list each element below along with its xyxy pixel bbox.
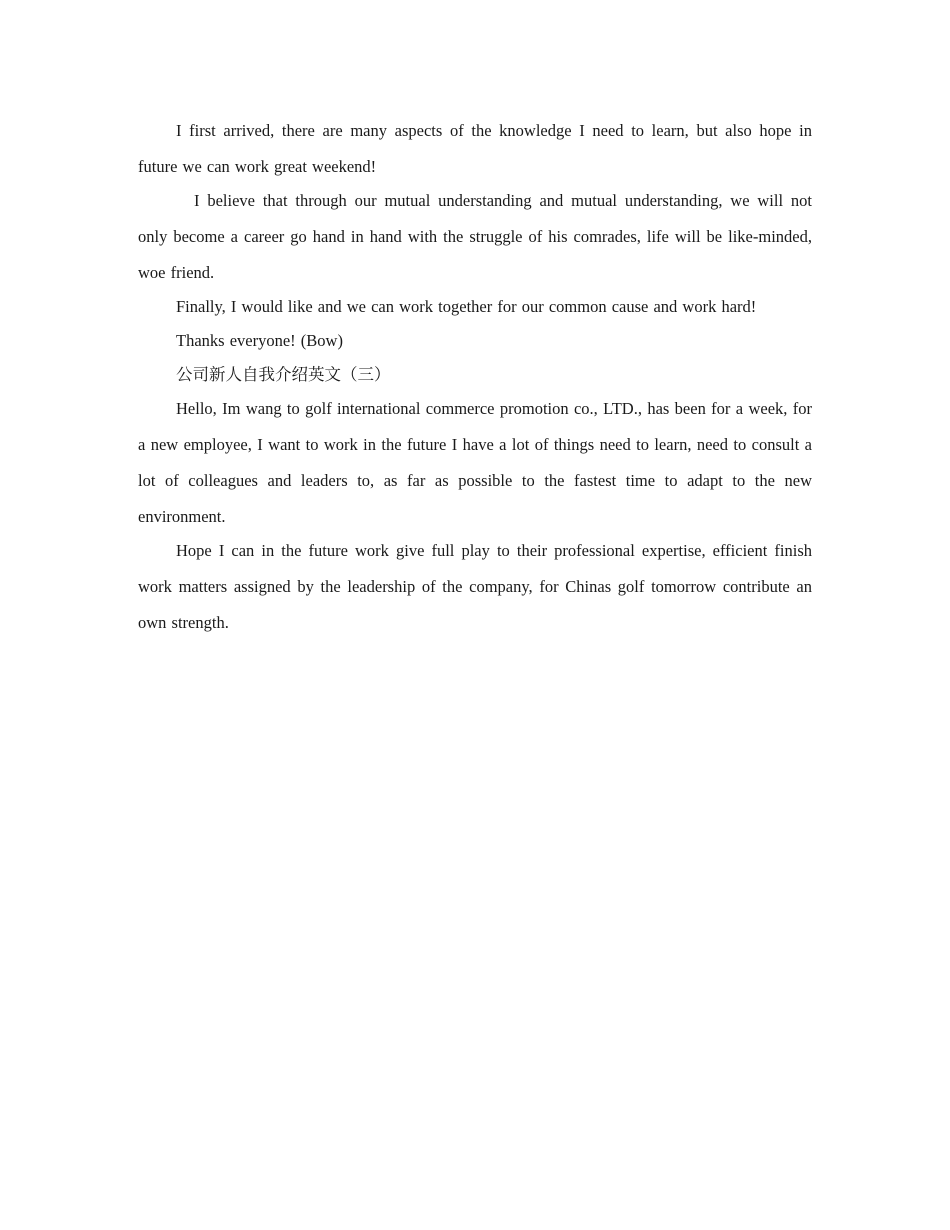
paragraph-work-together: Finally, I would like and we can work together for our common cause and work hard!: [176, 297, 757, 316]
paragraph-arrival: I first arrived, there are many aspects of the knowledge I need to learn, but also hope in future we can work great weekend!: [138, 121, 812, 176]
paragraph-introduction: Hello, Im wang to golf international commerce promotion co., LTD., has been for a week, for a new employee, I want to work in the future I have a lot of things need to learn, need to consult a lot of colleagues and leaders to, as far as possible to the fastest time to adapt to the new environment.: [138, 399, 812, 526]
paragraph-thanks: Thanks everyone! (Bow): [176, 331, 343, 350]
paragraph-mutual-understanding: I believe that through our mutual understanding and mutual understanding, we will not only become a career go hand in hand with the struggle of his comrades, life will be like-minded, woe friend.: [138, 191, 812, 282]
document-body: [138, 113, 812, 639]
paragraph-hope: Hope I can in the future work give full play to their professional expertise, efficient finish work matters assigned by the leadership of the company, for Chinas golf tomorrow contribute an own strength.: [138, 541, 812, 632]
section-heading: 公司新人自我介绍英文（三）: [176, 365, 391, 384]
